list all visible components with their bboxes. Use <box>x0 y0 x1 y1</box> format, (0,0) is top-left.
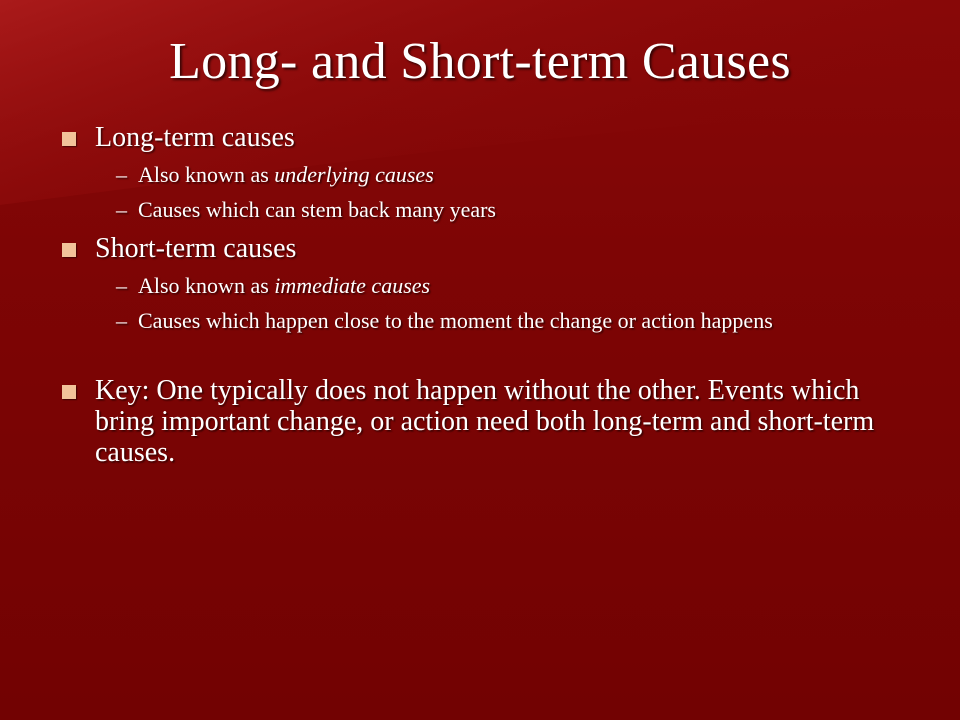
square-bullet-icon <box>62 243 76 257</box>
sub-bullet-underlying <box>62 163 892 187</box>
dash-bullet-icon: – <box>116 162 127 187</box>
bullet-long-term-label: Long-term causes <box>95 122 295 153</box>
sub-bullet-emphasis: underlying causes <box>274 162 434 187</box>
dash-bullet-icon: – <box>116 308 127 333</box>
sub-bullet-emphasis: immediate causes <box>274 273 431 298</box>
square-bullet-icon <box>62 385 76 399</box>
sub-bullet-immediate <box>62 274 892 298</box>
bullet-long-term <box>62 122 892 153</box>
bullet-short-term-label: Short-term causes <box>95 233 297 264</box>
bullet-key-text: Key: One typically does not happen without the other. Events which bring important change, or action need both long-term and short-term causes. <box>95 375 875 468</box>
sub-bullet-text: Also known as <box>138 162 275 187</box>
sub-bullet-text: Causes which happen close to the moment the change or action happens <box>138 308 773 333</box>
sub-bullet-stem-back <box>62 198 892 222</box>
square-bullet-icon <box>62 132 76 146</box>
dash-bullet-icon: – <box>116 197 127 222</box>
slide-content <box>62 122 892 468</box>
dash-bullet-icon: – <box>116 273 127 298</box>
bullet-key <box>62 375 892 468</box>
slide-title: Long- and Short-term Causes <box>169 33 791 90</box>
sub-bullet-text: Also known as <box>138 273 275 298</box>
sub-bullet-close-to-moment <box>62 309 892 333</box>
sub-bullet-text: Causes which can stem back many years <box>138 197 496 222</box>
bullet-short-term <box>62 233 892 264</box>
